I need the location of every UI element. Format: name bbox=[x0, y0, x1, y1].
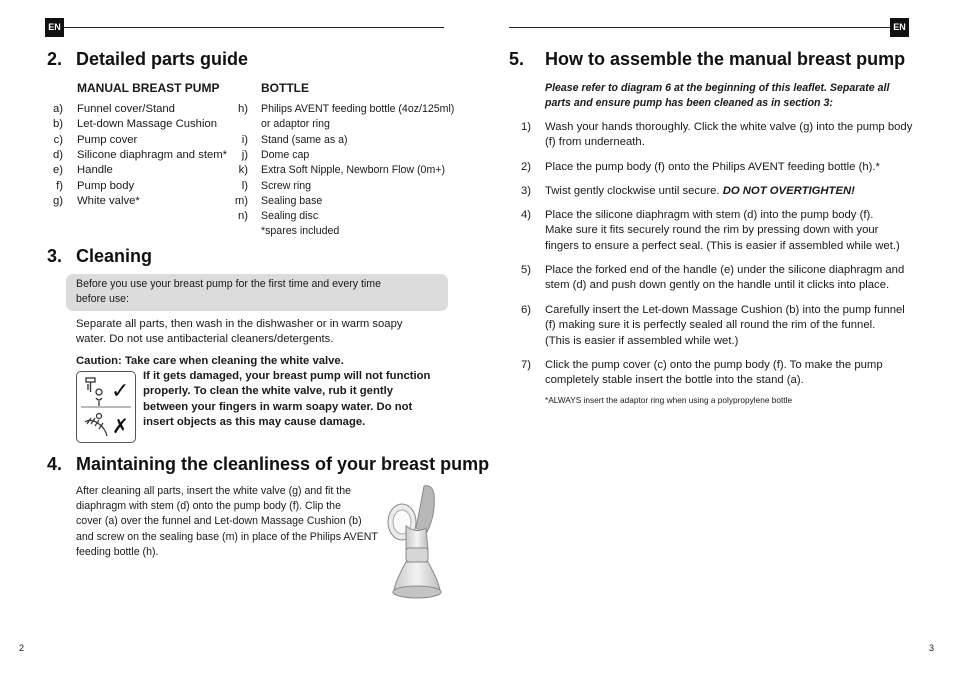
step-text bbox=[545, 208, 910, 254]
first-use-notice-line1: Before you use your breast pump for the first time and every time bbox=[76, 278, 382, 290]
step-text bbox=[545, 120, 913, 151]
part-item: Funnel cover/Stand bbox=[77, 103, 175, 115]
part-item: Pump cover bbox=[77, 133, 138, 146]
section-5-heading bbox=[509, 49, 905, 70]
step-line bbox=[545, 263, 910, 278]
step-line-text: stem (d) and push down gently on the handle until it clicks into place. bbox=[545, 279, 890, 292]
assembly-step bbox=[509, 184, 919, 199]
assembly-step bbox=[509, 263, 919, 294]
valve-tool-icon bbox=[86, 378, 102, 406]
header-rule-left bbox=[64, 27, 444, 28]
part-item: Stand (same as a) bbox=[261, 133, 348, 146]
assembly-step bbox=[509, 160, 919, 175]
step-line-text: Wash your hands thoroughly. Click the white valve (g) into the pump body bbox=[545, 121, 913, 133]
part-item: Screw ring bbox=[261, 179, 312, 192]
section-3-heading bbox=[47, 246, 152, 267]
section-2-heading bbox=[47, 49, 248, 70]
assembly-intro-line1: Please refer to diagram 6 at the beginning of this leaflet. Separate all bbox=[545, 82, 890, 94]
section-5-number: 5. bbox=[509, 49, 525, 69]
assembly-step bbox=[509, 120, 919, 151]
maintenance-line: and screw on the sealing base (m) in place of the Philips AVENT bbox=[76, 530, 378, 543]
part-item: White valve* bbox=[77, 194, 140, 207]
part-letter: e) bbox=[52, 164, 63, 177]
step-text bbox=[545, 263, 910, 294]
step-line-text: Place the silicone diaphragm with stem (d) into the pump body (f). bbox=[545, 209, 874, 221]
step-line-text: completely stable insert the bottle into the stand (a). bbox=[545, 374, 804, 387]
step-text bbox=[545, 160, 910, 175]
section-4-title: Maintaining the cleanliness of your breast pump bbox=[76, 454, 490, 474]
bottle-subheading: BOTTLE bbox=[261, 81, 309, 95]
step-line-text: (This is easier if assembled while wet.) bbox=[545, 334, 739, 347]
cross-icon: ✗ bbox=[112, 414, 129, 438]
step-line bbox=[545, 358, 910, 373]
section-3-title: Cleaning bbox=[76, 246, 153, 266]
step-line-text: Click the pump cover (c) onto the pump body (f). To make the pump bbox=[545, 359, 883, 371]
step-emphasis: DO NOT OVERTIGHTEN! bbox=[722, 185, 855, 197]
step-line-text: (f) from underneath. bbox=[545, 136, 645, 149]
part-item: Sealing disc bbox=[261, 210, 319, 223]
step-line bbox=[545, 208, 910, 223]
valve-cleaning-icon bbox=[76, 371, 136, 443]
step-line-text: Place the forked end of the handle (e) under the silicone diaphragm and bbox=[545, 264, 905, 276]
part-item: Philips AVENT feeding bottle (4oz/125ml) bbox=[261, 103, 455, 115]
language-badge-right: EN bbox=[890, 18, 909, 37]
part-letter: a) bbox=[52, 103, 63, 115]
manual-pump-subheading: MANUAL BREAST PUMP bbox=[77, 81, 220, 95]
step-number: 6) bbox=[520, 304, 531, 316]
step-line bbox=[545, 318, 910, 333]
step-line bbox=[545, 334, 910, 349]
part-item: or adaptor ring bbox=[261, 118, 330, 131]
part-item: Let-down Massage Cushion bbox=[77, 118, 218, 131]
step-number: 3) bbox=[520, 185, 531, 197]
step-text bbox=[545, 184, 910, 199]
part-letter: d) bbox=[52, 148, 63, 161]
part-item: Handle bbox=[77, 164, 113, 177]
step-number: 7) bbox=[520, 359, 531, 371]
header-rule-right bbox=[509, 27, 890, 28]
part-letter: i) bbox=[241, 133, 248, 146]
warning-line: insert objects as this may cause damage. bbox=[143, 415, 366, 428]
step-line bbox=[545, 303, 910, 318]
warning-line: between your fingers in warm soapy water. Do not bbox=[143, 400, 413, 413]
assembly-step bbox=[509, 208, 919, 254]
step-line-text: Carefully insert the Let-down Massage Cushion (b) into the pump funnel bbox=[545, 304, 905, 316]
checkmark-icon: ✓ bbox=[111, 379, 130, 404]
adaptor-footnote: *ALWAYS insert the adaptor ring when using a polypropylene bottle bbox=[545, 395, 793, 405]
step-line bbox=[545, 160, 910, 175]
part-letter: k) bbox=[238, 164, 248, 177]
step-line bbox=[545, 373, 910, 388]
warning-line: If it gets damaged, your breast pump will not function bbox=[143, 370, 431, 382]
section-2-title: Detailed parts guide bbox=[76, 49, 249, 69]
step-text bbox=[545, 303, 910, 349]
part-item: Dome cap bbox=[261, 148, 310, 161]
section-2-number: 2. bbox=[47, 49, 63, 69]
step-line bbox=[545, 120, 913, 135]
step-line bbox=[545, 184, 910, 199]
step-line-text: Place the pump body (f) onto the Philips AVENT feeding bottle (h).* bbox=[545, 161, 880, 173]
step-line-text: Twist gently clockwise until secure. bbox=[545, 185, 723, 197]
step-line bbox=[545, 278, 910, 293]
cleaning-para-line2: water. Do not use antibacterial cleaners/detergents. bbox=[76, 333, 334, 345]
part-letter: n) bbox=[237, 210, 248, 223]
maintenance-line: feeding bottle (h). bbox=[76, 545, 159, 558]
part-item: Extra Soft Nipple, Newborn Flow (0m+) bbox=[261, 164, 445, 177]
language-badge-left: EN bbox=[45, 18, 64, 37]
maintenance-line: After cleaning all parts, insert the white valve (g) and fit the bbox=[76, 485, 351, 497]
step-text bbox=[545, 358, 910, 389]
assembly-step bbox=[509, 358, 919, 389]
step-number: 1) bbox=[520, 121, 531, 133]
part-letter: c) bbox=[53, 133, 63, 146]
maintenance-line: diaphragm with stem (d) onto the pump body (f). Clip the bbox=[76, 500, 341, 513]
step-line bbox=[545, 223, 910, 238]
part-item: *spares included bbox=[261, 225, 340, 238]
section-4-number: 4. bbox=[47, 454, 63, 474]
page-number-left: 2 bbox=[19, 643, 25, 653]
breast-pump-illustration bbox=[380, 482, 448, 604]
part-letter: f) bbox=[56, 179, 63, 192]
step-number: 2) bbox=[520, 161, 531, 173]
part-letter: h) bbox=[237, 103, 248, 115]
assembly-step bbox=[509, 303, 919, 349]
first-use-notice-line2: before use: bbox=[76, 293, 130, 305]
part-item: Sealing base bbox=[261, 194, 323, 207]
part-letter: l) bbox=[241, 179, 248, 192]
part-letter: b) bbox=[52, 118, 63, 131]
part-letter: m) bbox=[234, 194, 248, 207]
step-line bbox=[545, 239, 910, 254]
section-4-heading bbox=[47, 454, 489, 475]
section-3-number: 3. bbox=[47, 246, 63, 266]
valve-brush-icon bbox=[85, 414, 107, 437]
assembly-intro-line2: parts and ensure pump has been cleaned as in section 3: bbox=[545, 97, 833, 109]
cleaning-para-line1: Separate all parts, then wash in the dishwasher or in warm soapy bbox=[76, 318, 403, 330]
part-letter: g) bbox=[52, 194, 63, 207]
page-number-right: 3 bbox=[929, 643, 935, 653]
caution-text: Caution: Take care when cleaning the white valve. bbox=[76, 355, 344, 367]
step-line-text: Make sure it fits securely round the rim by pressing down with your bbox=[545, 224, 879, 237]
section-5-title: How to assemble the manual breast pump bbox=[545, 49, 906, 69]
step-line-text: fingers to ensure a perfect seal. (This is easier if assembled while wet.) bbox=[545, 239, 900, 252]
maintenance-line: cover (a) over the funnel and Let-down Massage Cushion (b) bbox=[76, 515, 362, 528]
step-number: 5) bbox=[520, 264, 531, 276]
part-letter: j) bbox=[241, 148, 248, 161]
step-line-text: (f) making sure it is perfectly sealed all round the rim of the funnel. bbox=[545, 319, 876, 332]
step-number: 4) bbox=[520, 209, 531, 221]
step-line bbox=[545, 135, 910, 150]
part-item: Silicone diaphragm and stem* bbox=[77, 148, 228, 161]
part-item: Pump body bbox=[77, 179, 135, 192]
warning-line: properly. To clean the white valve, rub it gently bbox=[143, 385, 394, 398]
